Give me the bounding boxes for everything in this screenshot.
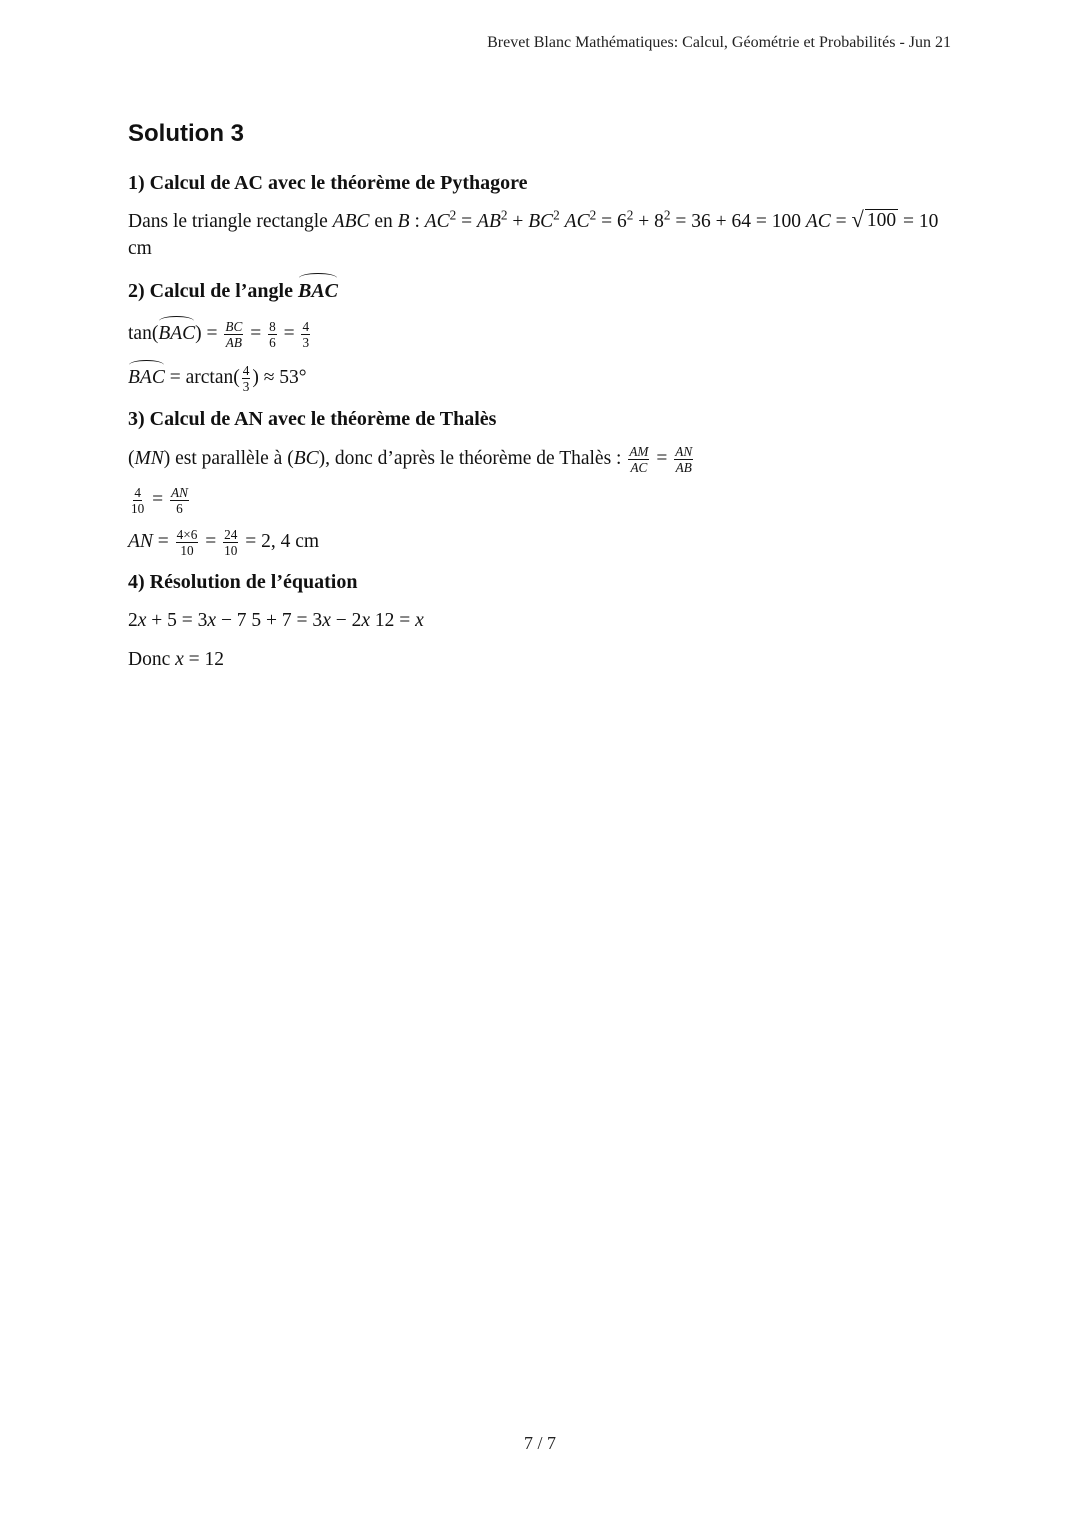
pythagore-equation: Dans le triangle rectangle ABC en B : $AC^2 = AB^2 + BC^2$ $AC^2 = 6^2 + 8^2 = 36 + 64 = 100$ AC = √ 100 = 10 cm [128, 207, 939, 259]
section-3-heading: 3) Calcul de AN avec le théorème de Thalès [128, 407, 497, 430]
section-1-heading: 1) Calcul de AC avec le théorème de Pythagore [128, 172, 528, 195]
sqrt-symbol: √ 100 [851, 207, 897, 233]
solution-content [128, 118, 952, 685]
page-number: 7 / 7 [523, 1433, 556, 1453]
pythagore-en: en [374, 211, 393, 233]
section-4-heading: 4) Résolution de l’équation [128, 571, 358, 594]
solution-title: Solution 3 [128, 120, 244, 147]
an-result: AN = $\frac{4\times 6}{10}$ = $\frac{24}{10}$ = 2, 4 cm [128, 526, 320, 558]
arctan-equation: BAC = arctan( $\frac{4}{3}$ ) ≈ 53° [128, 363, 307, 395]
running-header: Brevet Blanc Mathématiques: Calcul, Géométrie et Probabilités - Jun 21 [487, 34, 951, 51]
an-result-value: = 2, 4 cm [245, 530, 320, 552]
angle-bac: BAC [298, 274, 338, 305]
thales-statement: (MN) est parallèle à (BC), donc d’après le théorème de Thalès : $\frac{AM}{AC}$ = $\frac{AN}{AB}$ [128, 443, 693, 475]
thales-after-text: , donc d’après le théorème de Thalès : [325, 447, 622, 469]
pythagore-result: = 10 cm [128, 211, 939, 259]
conclusion-text: Donc [128, 648, 171, 670]
section-2-heading-text: 2) Calcul de l’angle [128, 280, 293, 303]
thales-mid-text: est parallèle à [175, 447, 283, 469]
tangent-equation: tan(BAC) = $\frac{BC}{AB}$ = $\frac{8}{6}$ = $\frac{4}{3}$ [128, 318, 310, 351]
pythagore-intro: Dans le triangle rectangle [128, 211, 328, 233]
equation-conclusion: Donc x = 12 [128, 648, 225, 670]
section-2-heading [128, 274, 952, 305]
equation-steps: 2x + 5 = 3x − 7 5 + 7 = 3x − 2x 12 = x [128, 610, 424, 632]
thales-substitution: $\frac{4}{10}$ = $\frac{AN}{6}$ [131, 485, 188, 517]
